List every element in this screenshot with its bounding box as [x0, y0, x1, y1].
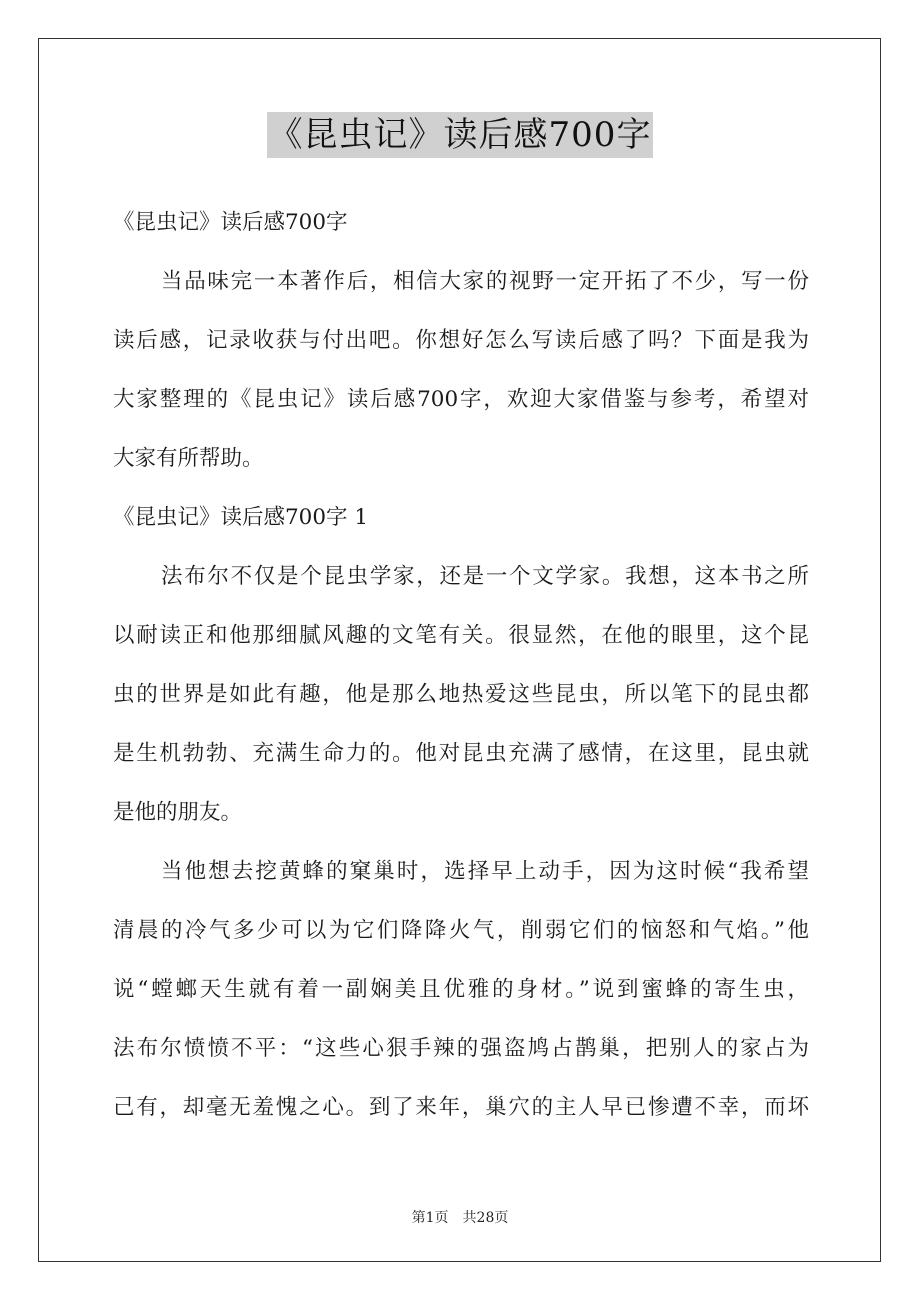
page-number: 第1页	[411, 1210, 449, 1226]
paragraph-line: 当他想去挖黄蜂的窠巢时，选择早上动手，因为这时候“我希望	[161, 859, 809, 884]
intro-line: 大家有所帮助。	[113, 446, 264, 471]
paragraph-line: 说“螳螂天生就有着一副娴美且优雅的身材。”说到蜜蜂的寄生虫，	[113, 977, 809, 1002]
page-footer	[0, 1207, 920, 1227]
section-heading: 《昆虫记》读后感700字 1	[113, 505, 369, 530]
document-title: 《昆虫记》读后感700字	[267, 112, 654, 158]
intro-line: 当品味完一本著作后，相信大家的视野一定开拓了不少，写一份	[161, 269, 809, 294]
section-heading: 《昆虫记》读后感700字	[113, 210, 348, 235]
paragraph-line: 以耐读正和他那细腻风趣的文笔有关。很显然，在他的眼里，这个昆	[113, 623, 809, 648]
paragraph-line: 清晨的冷气多少可以为它们降降火气，削弱它们的恼怒和气焰。”他	[113, 918, 809, 943]
title-wrapper	[0, 112, 920, 158]
paragraph-line: 是生机勃勃、充满生命力的。他对昆虫充满了感情，在这里，昆虫就	[113, 741, 809, 766]
paragraph-line: 是他的朋友。	[113, 800, 243, 825]
paragraph-line: 法布尔愤愤不平：“这些心狠手辣的强盗鸠占鹊巢，把别人的家占为	[113, 1036, 809, 1061]
document-body	[113, 193, 809, 1137]
paragraph-line: 己有，却毫无羞愧之心。到了来年，巢穴的主人早已惨遭不幸，而坏	[113, 1095, 809, 1120]
paragraph-line: 法布尔不仅是个昆虫学家，还是一个文学家。我想，这本书之所	[161, 564, 809, 589]
intro-line: 大家整理的《昆虫记》读后感700字，欢迎大家借鉴与参考，希望对	[113, 387, 809, 412]
page-total: 共28页	[462, 1210, 509, 1226]
paragraph-line: 虫的世界是如此有趣，他是那么地热爱这些昆虫，所以笔下的昆虫都	[113, 682, 809, 707]
intro-line: 读后感，记录收获与付出吧。你想好怎么写读后感了吗？下面是我为	[113, 328, 809, 353]
